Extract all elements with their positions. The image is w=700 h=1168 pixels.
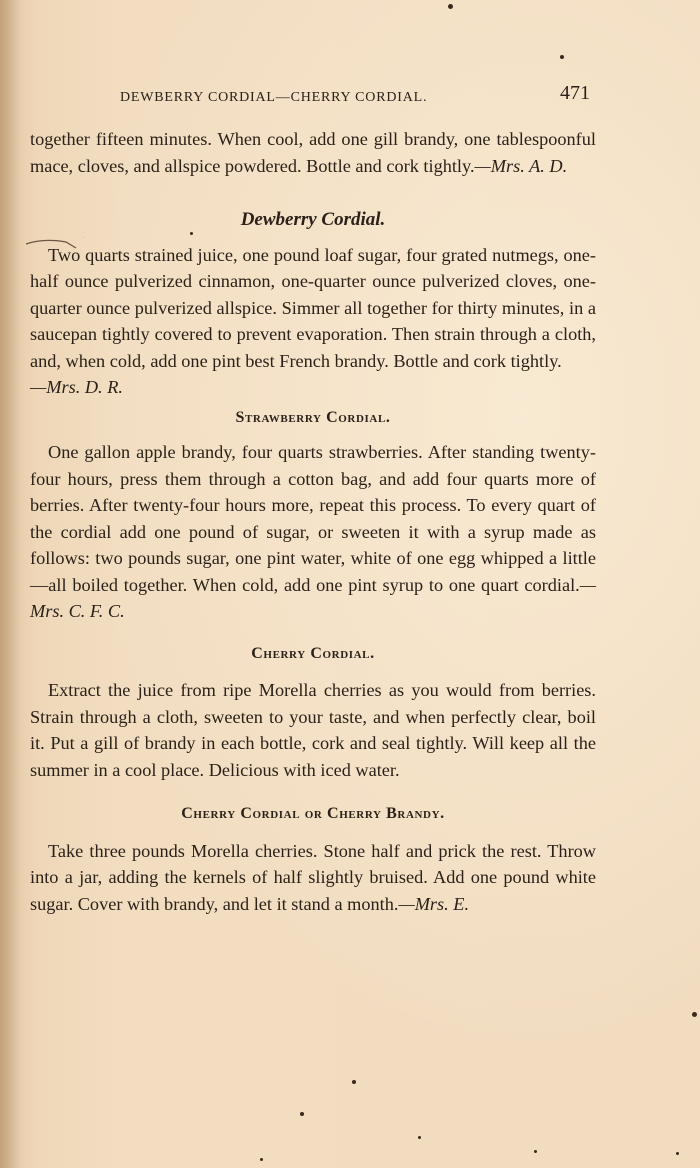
- recipe-heading: Strawberry Cordial.: [235, 408, 391, 426]
- ink-speck: [300, 1112, 304, 1116]
- ink-speck: [418, 1136, 421, 1139]
- recipe-body: Extract the juice from ripe Morella cherries as you would from berries. Strain through a cloth, sweeten to your taste, and when perfectly clear, boil it. Put a gill of brandy in each bottle, cork and seal tightly. Will keep all the summer in a cool place. Delicious with iced water.: [30, 680, 596, 780]
- recipe-strawberry-cordial: [30, 405, 596, 625]
- recipe-cherry-cordial: [30, 641, 596, 784]
- ink-speck: [260, 1158, 263, 1161]
- recipe-heading: Cherry Cordial or Cherry Brandy.: [181, 805, 445, 822]
- recipe-heading: Cherry Cordial.: [251, 644, 375, 662]
- recipe-cherry-brandy: [30, 801, 596, 917]
- recipe-signature: —Mrs. C. F. C.: [30, 574, 596, 621]
- ink-speck: [692, 1012, 697, 1017]
- recipe-signature: —Mrs. D. R.: [30, 377, 123, 397]
- recipe-body: Take three pounds Morella cherries. Stone half and prick the rest. Throw into a jar, adding the kernels of half slightly bruised. Add one pound white sugar. Cover with brandy, and let it stand a month.—Mrs. E.: [30, 840, 596, 914]
- ink-speck: [352, 1080, 356, 1084]
- recipe-signature: —Mrs. E.: [398, 893, 470, 914]
- page-content: [30, 126, 596, 917]
- running-head-title: DEWBERRY CORDIAL—CHERRY CORDIAL.: [120, 90, 428, 105]
- recipe-body: One gallon apple brandy, four quarts strawberries. After standing twenty-four hours, press them through a cotton bag, and add four quarts more of berries. After twenty-four hours more, repeat this process. To every quart of the cordial add one pound of sugar, or sweeten it with a syrup made as follows: two pounds sugar, one pint water, white of one egg whipped a little—all boiled together. When cold, add one pint syrup to one quart cordial.—Mrs. C. F. C.: [30, 442, 596, 621]
- recipe-body: Two quarts strained juice, one pound loaf sugar, four grated nutmegs, one-half ounce pulverized cinnamon, one-quarter ounce pulverized cloves, one-quarter ounce pulverized allspice. Simmer all together for thirty minutes, in a saucepan tightly covered to prevent evaporation. Then strain through a cloth, and, when cold, add one pint best French brandy. Bottle and cork tightly.: [30, 244, 596, 371]
- recipe-body: together fifteen minutes. When cool, add one gill brandy, one tablespoonful mace, cloves, and allspice powdered. Bottle and cork tightly.—Mrs. A. D.: [30, 129, 596, 176]
- running-head: [120, 82, 590, 110]
- recipe-dewberry-cordial: [30, 207, 596, 401]
- recipe-signature-line: [30, 374, 596, 401]
- page-spine-shadow: [0, 0, 22, 1168]
- recipe-heading: Dewberry Cordial.: [240, 209, 386, 230]
- page-number: 471: [560, 82, 590, 104]
- recipe-signature: —Mrs. A. D.: [474, 155, 568, 176]
- ink-speck: [560, 55, 564, 59]
- ink-speck: [534, 1150, 537, 1153]
- recipe-continuation: [30, 126, 596, 179]
- ink-speck: [676, 1152, 679, 1155]
- ink-speck: [448, 4, 453, 9]
